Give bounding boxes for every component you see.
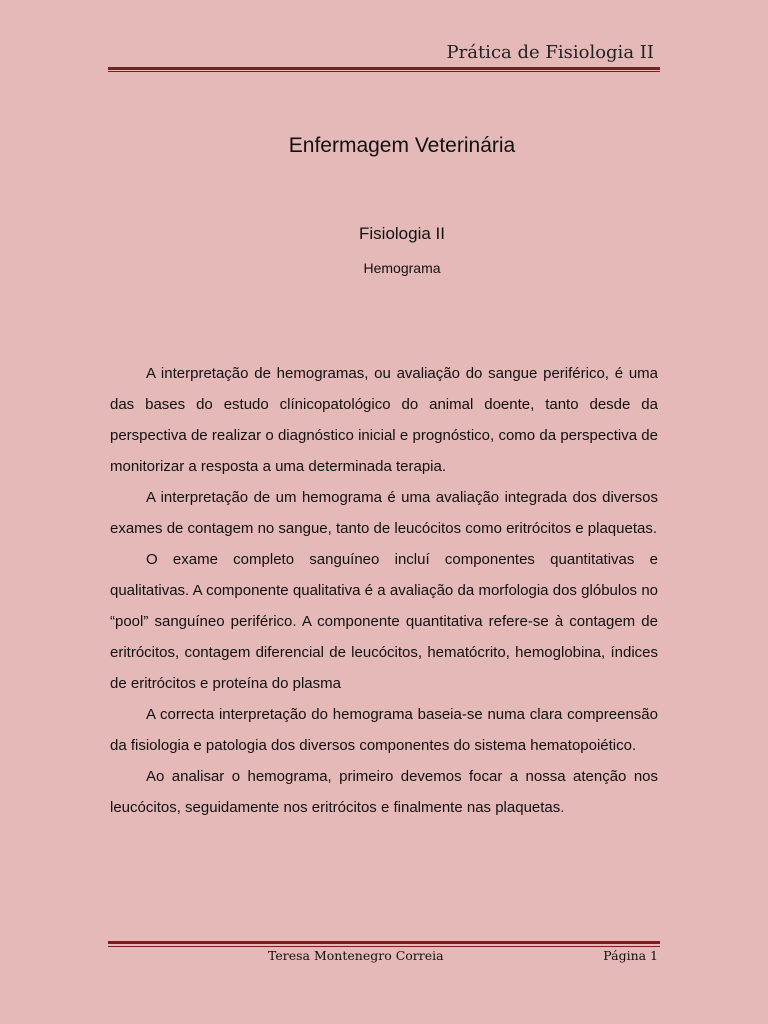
body-text — [110, 358, 658, 823]
running-header: Prática de Fisiologia II — [446, 42, 654, 63]
footer-rule — [108, 941, 660, 947]
paragraph-3: O exame completo sanguíneo incluí componentes quantitativas e qualitativas. A componente qualitativa é a avaliação da morfologia dos glóbulos no “pool” sanguíneo periférico. A componente quantitativa refere-se à contagem de eritrócitos, contagem diferencial de leucócitos, hematócrito, hemoglobina, índices de eritrócitos e proteína do plasma — [110, 551, 658, 692]
paragraph-1: A interpretação de hemogramas, ou avaliação do sangue periférico, é uma das bases do estudo clínicopatológico do animal doente, tanto desde da perspectiva de realizar o diagnóstico inicial e prognóstico, como da perspectiva de monitorizar a resposta a uma determinada terapia. — [110, 365, 658, 475]
page-number: Página 1 — [603, 948, 658, 963]
paragraph-5: Ao analisar o hemograma, primeiro devemos focar a nossa atenção nos leucócitos, seguidamente nos eritrócitos e finalmente nas plaquetas. — [110, 768, 658, 816]
document-title: Enfermagem Veterinária — [288, 134, 516, 157]
document-subject: Fisiologia II — [359, 224, 445, 243]
paragraph-2: A interpretação de um hemograma é uma avaliação integrada dos diversos exames de contagem no sangue, tanto de leucócitos como eritrócitos e plaquetas. — [110, 489, 658, 537]
paragraph-4: A correcta interpretação do hemograma baseia-se numa clara compreensão da fisiologia e patologia dos diversos componentes do sistema hematopoiético. — [110, 706, 658, 754]
document-topic: Hemograma — [363, 260, 441, 276]
header-rule — [108, 67, 660, 72]
footer-author: Teresa Montenegro Correia — [268, 948, 444, 963]
